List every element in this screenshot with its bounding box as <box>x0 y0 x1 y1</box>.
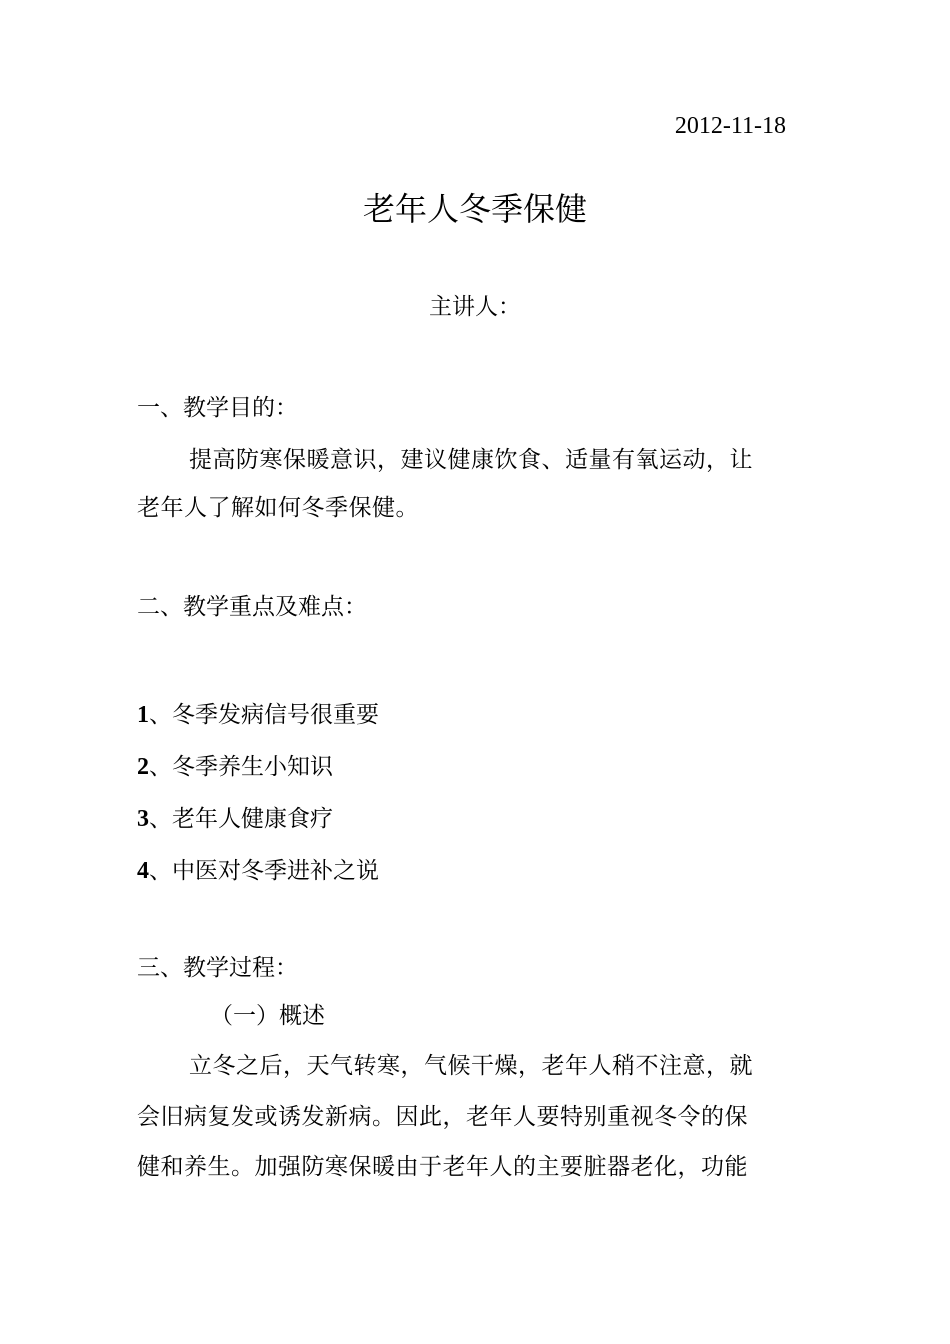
list-item-text: 、老年人健康食疗 <box>149 806 333 832</box>
section-heading-objectives: 一、教学目的： <box>137 395 298 421</box>
objectives-line-2: 老年人了解如何冬季保健。 <box>137 495 419 521</box>
document-date: 2012-11-18 <box>674 113 786 139</box>
list-item-text: 、中医对冬季进补之说 <box>149 858 379 884</box>
list-item-text: 、冬季发病信号很重要 <box>149 702 379 728</box>
overview-line-2: 会旧病复发或诱发新病。因此，老年人要特别重视冬令的保 <box>137 1104 748 1130</box>
overview-line-1: 立冬之后，天气转寒，气候干燥，老年人稍不注意，就 <box>189 1053 753 1079</box>
section-heading-key-points: 二、教学重点及难点： <box>137 594 367 620</box>
sub-heading-overview: （一）概述 <box>210 1003 325 1029</box>
list-item <box>137 755 333 779</box>
objectives-line-1: 提高防寒保暖意识，建议健康饮食、适量有氧运动，让 <box>189 447 753 473</box>
list-item-text: 、冬季养生小知识 <box>149 754 333 780</box>
overview-line-3: 健和养生。加强防寒保暖由于老年人的主要脏器老化，功能 <box>137 1154 748 1180</box>
list-item-number: 3 <box>137 806 149 832</box>
list-item-number: 4 <box>137 858 149 884</box>
list-item <box>137 703 379 727</box>
section-heading-process: 三、教学过程： <box>137 955 298 981</box>
speaker-label: 主讲人： <box>429 294 521 320</box>
list-item <box>137 807 333 831</box>
document-title: 老年人冬季保健 <box>362 190 587 228</box>
list-item-number: 1 <box>137 702 149 728</box>
list-item-number: 2 <box>137 754 149 780</box>
list-item <box>137 859 379 883</box>
